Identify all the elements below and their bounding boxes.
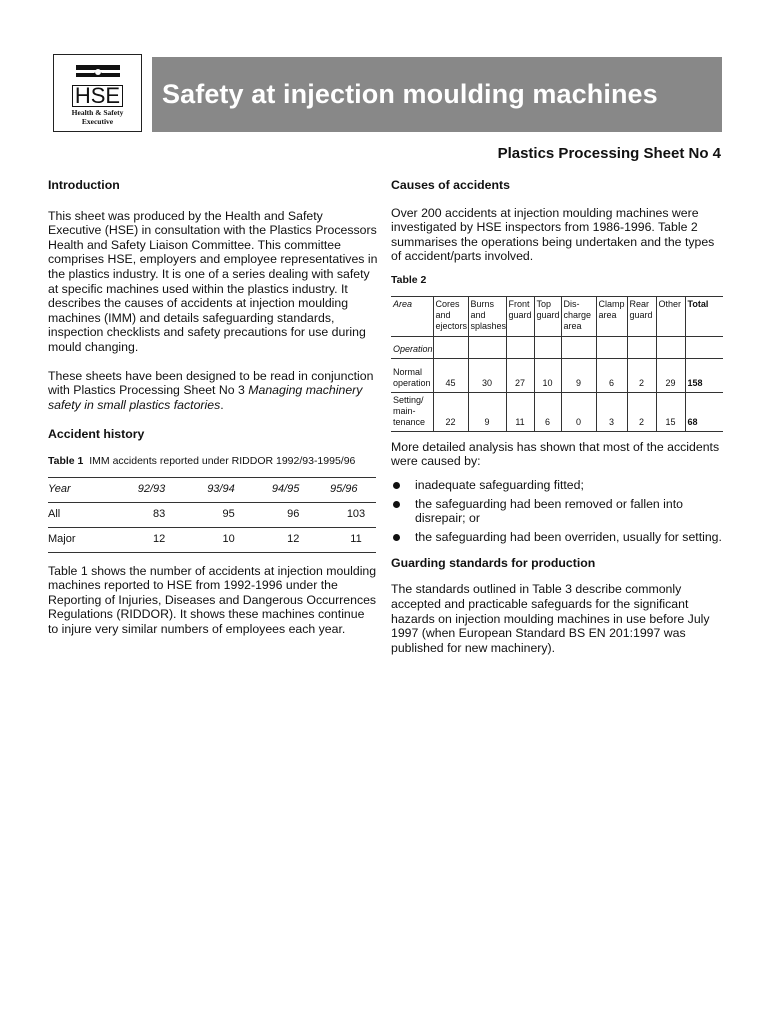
- bullet-icon: [393, 501, 400, 508]
- table-2: [391, 296, 723, 432]
- analysis-paragraph: More detailed analysis has shown that most of the accidents were caused by:: [391, 439, 720, 469]
- accident-history-heading: Accident history: [48, 427, 145, 442]
- table-row: Major 12 10 12 11: [48, 527, 376, 552]
- list-item: inadequate safeguarding fitted;: [391, 478, 723, 492]
- table-header-row: Year 92/93 93/94 94/95 95/96: [48, 477, 376, 502]
- intro-paragraph-2: These sheets have been designed to be read in conjunction with Plastics Processing Sheet No 3 Managing machinery safety in small plastics factories.: [48, 368, 374, 412]
- table1-caption: Table 1 IMM accidents reported under RIDDOR 1992/93-1995/96: [48, 454, 356, 467]
- right-column: [391, 178, 723, 655]
- intro-paragraph: This sheet was produced by the Health and Safety Executive (HSE) in consultation with the Plastics Processors Health and Safety Liaison Committee. This committee comprises HSE, employers and employee representatives in the plastics industry. It is one of a series dealing with safety at specific machines used within the plastics industry. It describes the causes of accidents at injection moulding machines (IMM) and details safeguarding standards, inspection checklists and safety precautions for use during mould changing.: [48, 208, 378, 354]
- intro-heading: Introduction: [48, 178, 120, 192]
- hse-logo: [53, 54, 142, 132]
- list-item: the safeguarding had been overriden, usually for setting.: [391, 530, 723, 544]
- sheet-number: Plastics Processing Sheet No 4: [497, 145, 721, 162]
- causes-list: [391, 478, 723, 544]
- bullet-icon: [393, 534, 400, 541]
- table2-caption: Table 2: [391, 273, 427, 286]
- causes-paragraph: Over 200 accidents at injection moulding machines were investigated by HSE inspectors from 1986-1996. Table 2 summarises the operations being undertaken and the types of accident/parts involved.: [391, 205, 715, 264]
- logo-subtitle: Health & Safety Executive: [71, 108, 124, 126]
- table-row: Normal operation 45 30 27 10 9 6 2 29 158: [391, 358, 723, 392]
- table-row: Operation: [391, 336, 723, 358]
- guarding-heading: Guarding standards for production: [391, 555, 596, 570]
- table-row: All 83 95 96 103: [48, 502, 376, 527]
- causes-heading: Causes of accidents: [391, 178, 510, 192]
- page-title: Safety at injection moulding machines: [162, 79, 658, 109]
- guarding-paragraph: The standards outlined in Table 3 describe commonly accepted and practicable safeguards for the significant hazards on injection moulding machines in use before July 1997 (when European Standard BS EN 201:1997 was published for new machinery).: [391, 582, 710, 655]
- title-banner: [152, 57, 722, 132]
- list-item: the safeguarding had been removed or fallen into disrepair; or: [391, 497, 723, 525]
- accident-history-paragraph: Table 1 shows the number of accidents at injection moulding machines reported to HSE from 1992-1996 under the Reporting of Injuries, Diseases and Dangerous Occurrences Regulations (RIDDOR). It shows these machines continue to injure very similar numbers of employees each year.: [48, 563, 377, 636]
- table-header-row: Area Cores and ejectors Burns and splashes Front guard Top guard Dis-charge area Clamp area Rear guard Other Total: [391, 296, 723, 336]
- crown-icon: [64, 61, 131, 85]
- bullet-icon: [393, 482, 400, 489]
- left-column: [48, 178, 378, 636]
- logo-letters: HSE: [64, 85, 131, 107]
- table-1: [48, 477, 376, 553]
- table-row: Setting/ main-tenance 22 9 11 6 0 3 2 15 68: [391, 392, 723, 431]
